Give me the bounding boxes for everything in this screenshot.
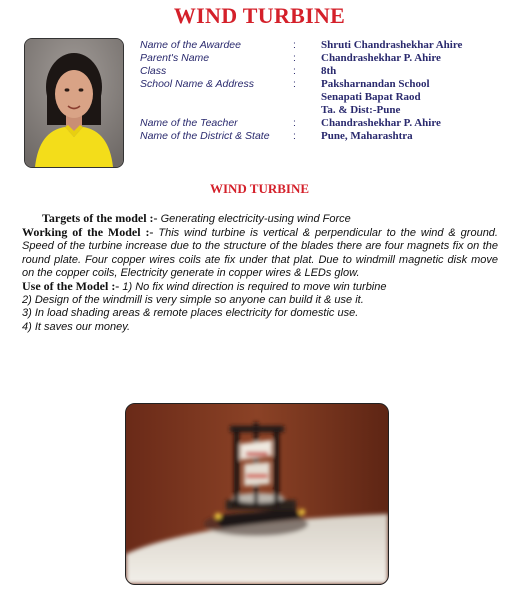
detail-value: Chandrashekhar P. Ahire xyxy=(321,117,441,129)
use-heading: Use of the Model :- xyxy=(22,279,120,294)
detail-label: Name of the District & State xyxy=(140,130,270,142)
detail-separator: : xyxy=(293,39,296,51)
awardee-photo xyxy=(24,38,124,168)
use-item-line xyxy=(22,294,498,307)
detail-value: Senapati Bapat Raod xyxy=(321,91,421,103)
detail-value: Chandrashekhar P. Ahire xyxy=(321,52,441,64)
detail-value: Paksharnandan School xyxy=(321,78,430,90)
wind-turbine-model-image xyxy=(126,404,388,584)
detail-separator: : xyxy=(293,130,296,142)
working-heading: Working of the Model :- xyxy=(22,225,154,240)
detail-label: Class xyxy=(140,65,167,77)
detail-value: 8th xyxy=(321,65,337,77)
detail-separator: : xyxy=(293,117,296,129)
page-title: WIND TURBINE xyxy=(173,3,346,28)
detail-separator: : xyxy=(293,65,296,77)
detail-value: Pune, Maharashtra xyxy=(321,130,413,142)
portrait-image xyxy=(25,39,123,167)
detail-row xyxy=(140,39,510,52)
detail-row xyxy=(140,78,510,91)
detail-value: Ta. & Dist:-Pune xyxy=(321,104,401,116)
targets-paragraph xyxy=(22,212,498,226)
detail-row xyxy=(140,104,510,117)
targets-text: Generating electricity-using wind Force xyxy=(157,213,351,225)
model-photo xyxy=(125,403,389,585)
use-paragraph xyxy=(22,280,498,294)
section-title: WIND TURBINE xyxy=(209,181,310,196)
detail-row xyxy=(140,65,510,78)
detail-label: Name of the Teacher xyxy=(140,117,238,129)
detail-value: Shruti Chandrashekhar Ahire xyxy=(321,39,463,51)
detail-row xyxy=(140,52,510,65)
use-item-line xyxy=(22,307,498,320)
detail-label: Parent's Name xyxy=(140,52,210,64)
detail-label: School Name & Address xyxy=(140,78,254,90)
detail-row xyxy=(140,91,510,104)
use-item: 4) It saves our money. xyxy=(22,320,131,333)
use-item: 2) Design of the windmill is very simple so anyone can build it & use it. xyxy=(22,294,364,307)
use-item: 3) In load shading areas & remote places electricity for domestic use. xyxy=(22,307,359,320)
working-paragraph xyxy=(22,226,498,280)
detail-row xyxy=(140,130,510,143)
detail-separator: : xyxy=(293,78,296,90)
use-item: 1) No fix wind direction is required to move win turbine xyxy=(119,281,387,294)
targets-heading: Targets of the model :- xyxy=(42,211,158,225)
detail-separator: : xyxy=(293,52,296,64)
awardee-details xyxy=(140,39,510,143)
detail-label: Name of the Awardee xyxy=(140,39,241,51)
working-text: This wind turbine is vertical & perpendicular to the wind & ground. Speed of the turbine increase due to the structure of the blades there are four magnets fix on the round plate. Four copper wires coils ate fix under that plat. Due to windmill magnetic disk move on the copper coils, Electricity generate in copper wires & LEDs glow. xyxy=(22,227,498,279)
use-item-line xyxy=(22,321,498,334)
detail-row xyxy=(140,117,510,130)
model-description xyxy=(22,212,498,334)
